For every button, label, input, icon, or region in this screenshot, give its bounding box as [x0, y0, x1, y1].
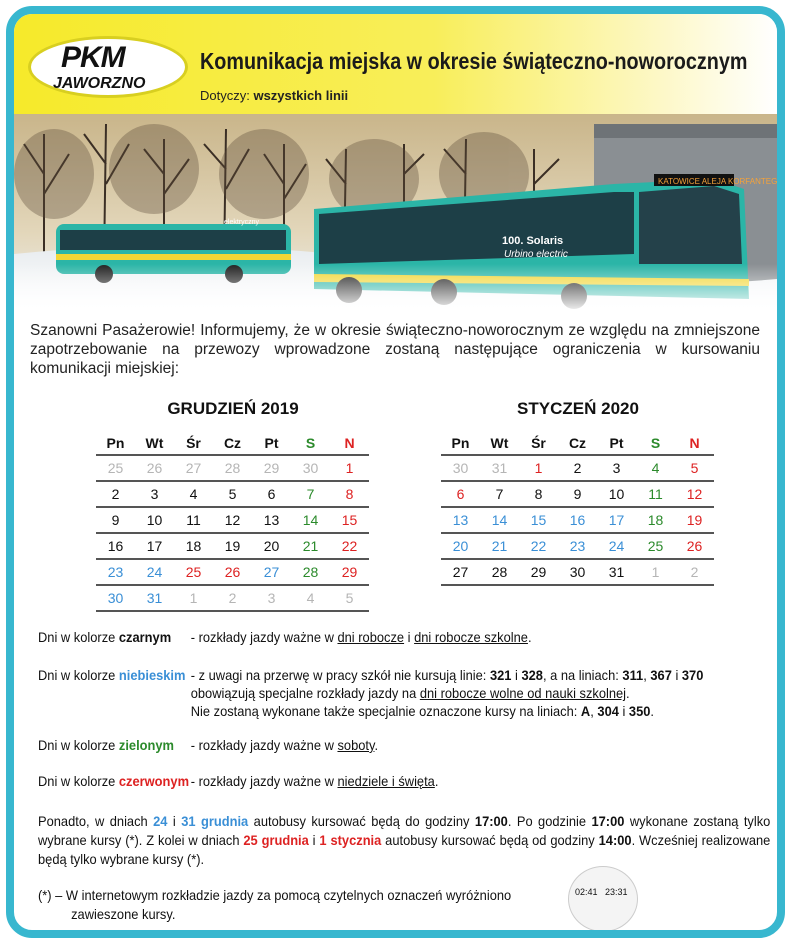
- calendar-day: 30: [96, 585, 135, 611]
- calendar-day: 4: [636, 455, 675, 481]
- calendar-week: [441, 533, 714, 559]
- calendar-day: 3: [597, 455, 636, 481]
- calendar-day: 6: [252, 481, 291, 507]
- calendar-day: 19: [675, 507, 714, 533]
- legend-label: Dni w kolorze zielonym: [38, 737, 175, 753]
- calendar-day: 13: [441, 507, 480, 533]
- legend-label: Dni w kolorze czerwonym: [38, 773, 190, 789]
- calendar-day: 2: [96, 481, 135, 507]
- footnote-line1: W internetowym rozkładzie jazdy za pomocą czytelnych oznaczeń wyróżniono: [65, 887, 512, 903]
- footnote: [38, 886, 511, 924]
- calendar-day: 2: [213, 585, 252, 611]
- calendar-day: 7: [480, 481, 519, 507]
- page-title: Komunikacja miejska w okresie świąteczno-noworocznym: [200, 48, 748, 74]
- calendar-day: 1: [519, 455, 558, 481]
- calendar-day: 23: [96, 559, 135, 585]
- holiday-hours-paragraph: Ponadto, w dniach 24 i 31 grudnia autobusy kursować będą do godziny 17:00. Po godzinie 17:00 wykonane zostaną tylko wybrane kursy (*). Z kolei w dniach 25 grudnia i 1 stycznia autobusy kursować będą od godziny 14:00. Wcześniej realizowane będą tylko wybrane kursy (*).: [38, 813, 771, 867]
- calendar-day: 27: [441, 559, 480, 585]
- calendar-week: [96, 481, 369, 507]
- thumb-time-1: 02:41: [575, 887, 598, 897]
- calendar-day: 28: [291, 559, 330, 585]
- calendar-day: 27: [174, 455, 213, 481]
- calendar-january: [441, 399, 715, 586]
- calendar-day: 3: [252, 585, 291, 611]
- calendar-day: 29: [330, 559, 369, 585]
- calendar-day: 19: [213, 533, 252, 559]
- calendar-week: [96, 585, 369, 611]
- weekday-header: Wt: [480, 431, 519, 455]
- calendar-week: [441, 559, 714, 585]
- calendar-day: 2: [558, 455, 597, 481]
- bus-photo-illustration: [14, 114, 777, 314]
- weekday-header: Pt: [597, 431, 636, 455]
- footnote-line2: zawieszone kursy.: [71, 906, 176, 922]
- weekday-header: S: [291, 431, 330, 455]
- calendar-day: 14: [291, 507, 330, 533]
- calendar-day: 25: [636, 533, 675, 559]
- calendar-day: 15: [519, 507, 558, 533]
- calendar-day: 5: [213, 481, 252, 507]
- calendar-day: 1: [174, 585, 213, 611]
- calendar-day: 24: [597, 533, 636, 559]
- legend-description: - rozkłady jazdy ważne w dni robocze i dni robocze szkolne.: [190, 629, 532, 645]
- weekday-header: Cz: [213, 431, 252, 455]
- calendar-day: 5: [330, 585, 369, 611]
- weekday-header: Pn: [441, 431, 480, 455]
- header-banner: [14, 14, 777, 114]
- calendar-day: 24: [135, 559, 174, 585]
- calendar-grid: [96, 431, 369, 612]
- applies-value: wszystkich linii: [253, 88, 349, 103]
- weekday-header: Śr: [519, 431, 558, 455]
- calendar-day: 8: [519, 481, 558, 507]
- calendar-day: 26: [135, 455, 174, 481]
- calendar-day: 22: [330, 533, 369, 559]
- calendar-day: 30: [558, 559, 597, 585]
- calendar-title: STYCZEŃ 2020: [517, 399, 639, 418]
- calendar-week: [441, 507, 714, 533]
- calendar-day: 18: [636, 507, 675, 533]
- calendar-day: 31: [597, 559, 636, 585]
- thumb-time-2: 23:31: [605, 887, 628, 897]
- legend-label: Dni w kolorze czarnym: [38, 629, 172, 645]
- weekday-header: Wt: [135, 431, 174, 455]
- calendar-day: 2: [675, 559, 714, 585]
- calendar-day: 6: [441, 481, 480, 507]
- calendar-day: 11: [174, 507, 213, 533]
- calendar-day: 31: [480, 455, 519, 481]
- calendar-week: [441, 455, 714, 481]
- poster-frame: [6, 6, 785, 938]
- calendar-day: 9: [96, 507, 135, 533]
- calendar-day: 1: [636, 559, 675, 585]
- calendar-week: [96, 455, 369, 481]
- calendar-week: [441, 481, 714, 507]
- calendar-day: 3: [135, 481, 174, 507]
- weekday-header: S: [636, 431, 675, 455]
- pkm-logo: [28, 36, 188, 98]
- calendar-day: 12: [213, 507, 252, 533]
- calendar-day: 21: [291, 533, 330, 559]
- weekday-header: Śr: [174, 431, 213, 455]
- calendar-day: 11: [636, 481, 675, 507]
- calendar-day: 14: [480, 507, 519, 533]
- calendar-day: 23: [558, 533, 597, 559]
- calendar-day: 9: [558, 481, 597, 507]
- calendar-december: [96, 399, 370, 612]
- logo-text-bottom: JAWORZNO: [53, 75, 146, 92]
- calendar-day: 7: [291, 481, 330, 507]
- calendar-day: 25: [96, 455, 135, 481]
- intro-paragraph: Szanowni Pasażerowie! Informujemy, że w okresie świąteczno-noworocznym ze względu na zmniejszone zapotrzebowanie na przewozy wprowadzone zostaną następujące ograniczenia w kursowaniu komunikacji miejskiej:: [30, 322, 760, 377]
- calendar-day: 29: [252, 455, 291, 481]
- calendar-day: 1: [330, 455, 369, 481]
- calendar-day: 22: [519, 533, 558, 559]
- applies-prefix: Dotyczy:: [200, 88, 250, 103]
- footnote-marker: (*) –: [38, 887, 63, 903]
- calendar-day: 5: [675, 455, 714, 481]
- calendar-day: 29: [519, 559, 558, 585]
- calendar-day: 13: [252, 507, 291, 533]
- calendar-day: 28: [213, 455, 252, 481]
- legend-description: - z uwagi na przerwę w pracy szkół nie kursują linie: 321 i 328, a na liniach: 311, 367 i 370 obowiązują specjalne rozkłady jazdy na dni robocze wolne od nauki szkolnej. Nie zostaną wykonane także specjalnie oznaczone kursy na liniach: A, 304 i 350.: [190, 667, 704, 719]
- calendar-day: 27: [252, 559, 291, 585]
- calendar-day: 28: [480, 559, 519, 585]
- calendar-day: 20: [441, 533, 480, 559]
- calendar-day: 12: [675, 481, 714, 507]
- calendar-day: 26: [213, 559, 252, 585]
- calendar-day: 10: [597, 481, 636, 507]
- bus-photo: [14, 114, 777, 314]
- weekday-header: Pt: [252, 431, 291, 455]
- weekday-header: N: [330, 431, 369, 455]
- calendar-week: [96, 559, 369, 585]
- calendar-day: 15: [330, 507, 369, 533]
- calendar-day: 26: [675, 533, 714, 559]
- weekday-header: Cz: [558, 431, 597, 455]
- weekday-header: Pn: [96, 431, 135, 455]
- legend-description: - rozkłady jazdy ważne w soboty.: [190, 737, 379, 753]
- logo-text-top: PKM: [61, 41, 125, 74]
- calendar-day: 20: [252, 533, 291, 559]
- calendar-day: 31: [135, 585, 174, 611]
- calendar-day: 18: [174, 533, 213, 559]
- calendar-day: 30: [441, 455, 480, 481]
- calendar-title: GRUDZIEŃ 2019: [167, 399, 299, 418]
- calendar-day: 10: [135, 507, 174, 533]
- applies-to: [200, 88, 348, 103]
- timetable-thumbnail: [568, 866, 638, 932]
- calendar-day: 16: [96, 533, 135, 559]
- calendar-week: [96, 507, 369, 533]
- calendar-day: 17: [135, 533, 174, 559]
- calendar-grid: [441, 431, 714, 586]
- calendar-day: 17: [597, 507, 636, 533]
- calendar-day: 8: [330, 481, 369, 507]
- calendar-day: 30: [291, 455, 330, 481]
- calendar-day: 21: [480, 533, 519, 559]
- calendar-day: 4: [174, 481, 213, 507]
- legend-label: Dni w kolorze niebieskim: [38, 667, 186, 683]
- calendar-day: 25: [174, 559, 213, 585]
- legend-description: - rozkłady jazdy ważne w niedziele i święta.: [190, 773, 439, 789]
- calendar-day: 4: [291, 585, 330, 611]
- calendar-week: [96, 533, 369, 559]
- calendar-day: 16: [558, 507, 597, 533]
- weekday-header: N: [675, 431, 714, 455]
